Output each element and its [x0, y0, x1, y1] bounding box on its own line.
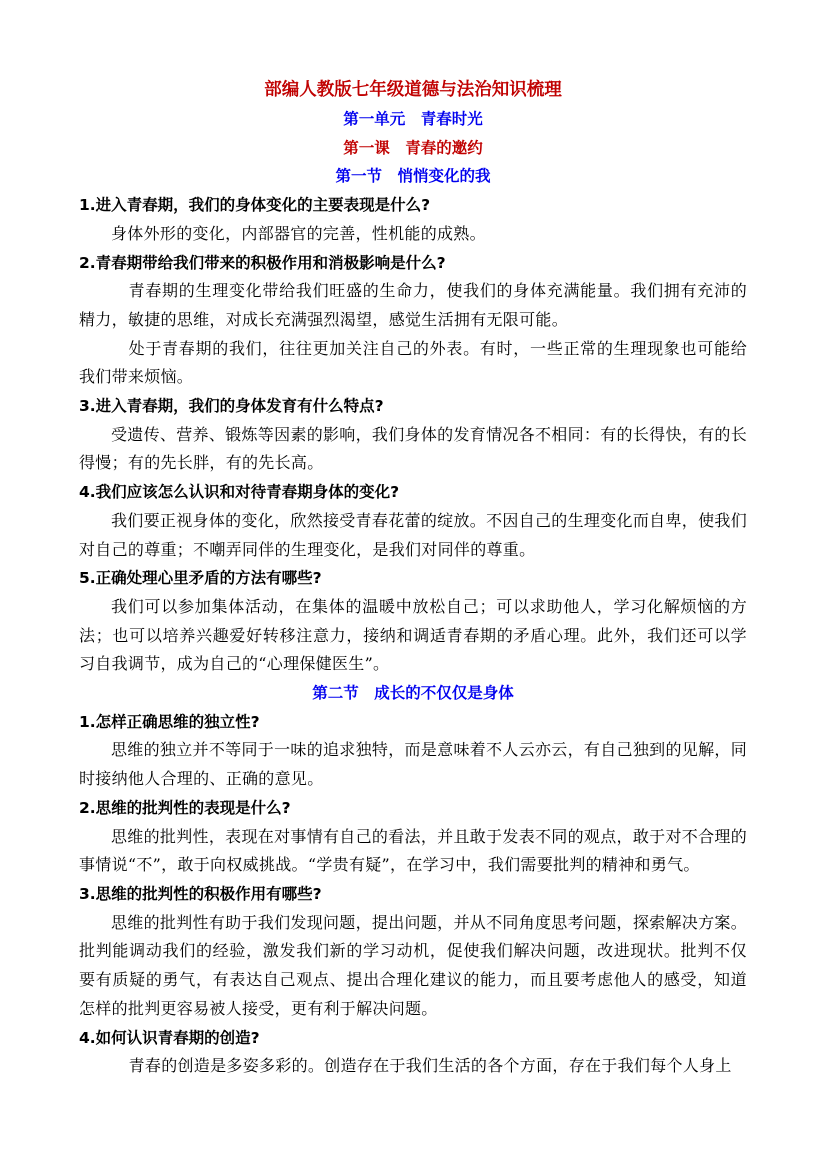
lesson-heading: 第一课 青春的邀约 [343, 138, 483, 157]
section-heading: 第二节 成长的不仅仅是身体 [312, 684, 514, 703]
question: 4.我们应该怎么认识和对待青春期身体的变化? [79, 483, 400, 502]
answer-paragraph: 思维的批判性有助于我们发现问题，提出问题，并从不同角度思考问题，探索解决方案。批判能调动我们的经验，激发我们新的学习动机，促使我们解决问题，改进现状。批判不仅要有质疑的勇气，有表达自己观点、提出合理化建议的能力，而且要考虑他人的感受，知道怎样的批判更容易被人接受，更有利于解决问题。 [79, 912, 747, 1018]
answer-paragraph: 思维的批判性，表现在对事情有自己的看法，并且敢于发表不同的观点，敢于对不合理的事情说“不”，敢于向权威挑战。“学贵有疑”，在学习中，我们需要批判的精神和勇气。 [79, 826, 747, 875]
section-heading: 第一节 悄悄变化的我 [335, 167, 491, 186]
question: 2.思维的批判性的表现是什么? [79, 798, 291, 817]
answer-paragraph: 身体外形的变化，内部器官的完善，性机能的成熟。 [111, 223, 486, 243]
answer-paragraph: 思维的独立并不等同于一味的追求独特，而是意味着不人云亦云，有自己独到的见解，同时接纳他人合理的、正确的意见。 [79, 740, 747, 789]
answer-paragraph: 受遗传、营养、锻炼等因素的影响，我们身体的发育情况各不相同：有的长得快，有的长得慢；有的先长胖，有的先长高。 [79, 424, 747, 473]
question: 2.青春期带给我们带来的积极作用和消极影响是什么? [79, 253, 446, 272]
answer-paragraph: 我们可以参加集体活动，在集体的温暖中放松自己；可以求助他人，学习化解烦恼的方法；也可以培养兴趣爱好转移注意力，接纳和调适青春期的矛盾心理。此外，我们还可以学习自我调节，成为自己的“心理保健医生”。 [79, 596, 747, 674]
question: 4.如何认识青春期的创造? [79, 1028, 260, 1047]
answer-paragraph: 处于青春期的我们，往往更加关注自己的外表。有时，一些正常的生理现象也可能给我们带来烦恼。 [79, 338, 747, 387]
unit-heading: 第一单元 青春时光 [343, 110, 483, 128]
answer-paragraph: 青春期的生理变化带给我们旺盛的生命力，使我们的身体充满能量。我们拥有充沛的精力，敏捷的思维，对成长充满强烈渴望，感觉生活拥有无限可能。 [79, 281, 747, 329]
question: 1.怎样正确思维的独立性? [79, 712, 260, 731]
answer-paragraph: 青春的创造是多姿多彩的。创造存在于我们生活的各个方面，存在于我们每个人身上 [128, 1056, 732, 1076]
question: 3.思维的批判性的积极作用有哪些? [79, 884, 322, 903]
sections [79, 162, 747, 1081]
document-title: 部编人教版七年级道德与法治知识梳理 [264, 80, 562, 100]
answer-paragraph: 我们要正视身体的变化，欣然接受青春花蕾的绽放。不因自己的生理变化而自卑，使我们对自己的尊重；不嘲弄同伴的生理变化，是我们对同伴的尊重。 [79, 510, 747, 559]
question: 5.正确处理心里矛盾的方法有哪些? [79, 569, 322, 588]
question: 1.进入青春期，我们的身体变化的主要表现是什么? [79, 196, 431, 215]
document-page [79, 75, 747, 1081]
question: 3.进入青春期，我们的身体发育有什么特点? [79, 397, 384, 416]
